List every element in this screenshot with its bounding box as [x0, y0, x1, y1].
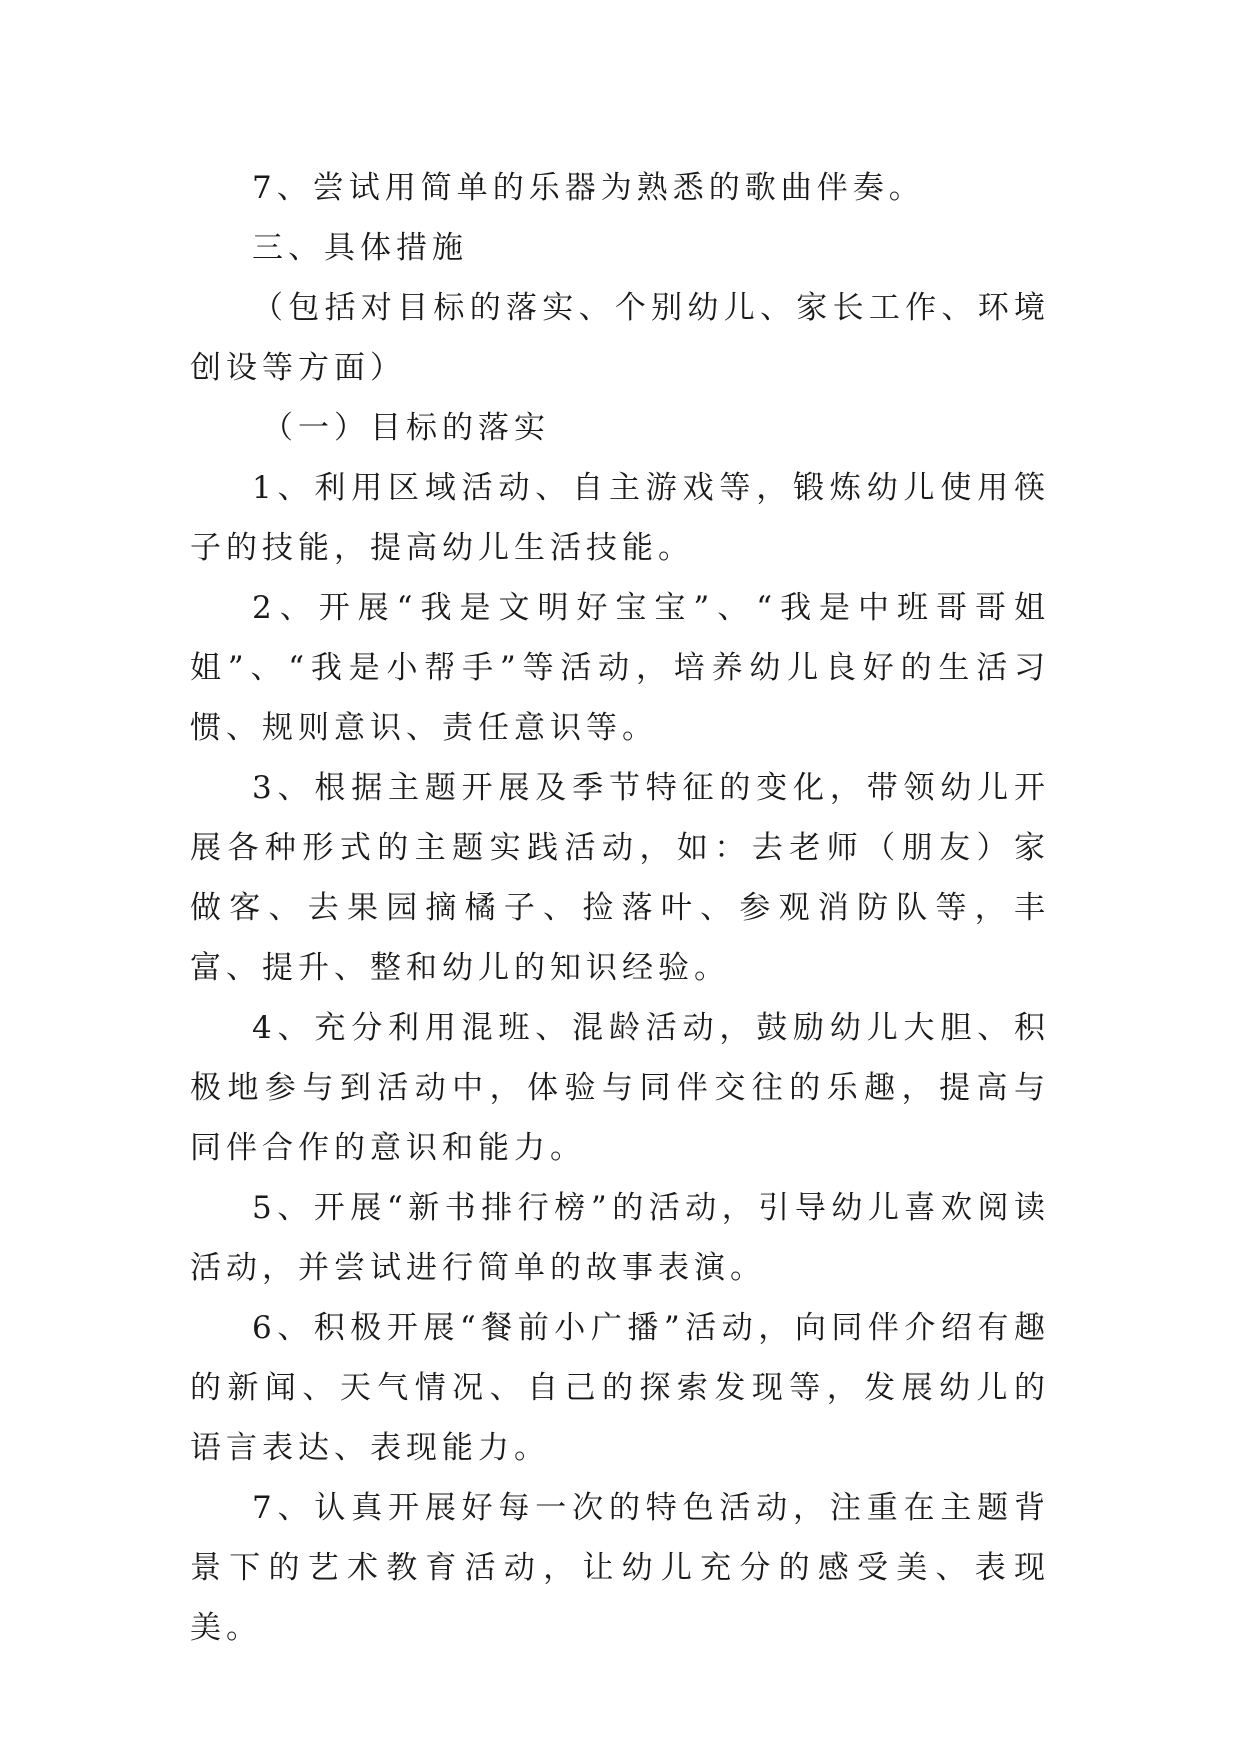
- section-note: （包括对目标的落实、个别幼儿、家长工作、环境创设等方面）: [190, 290, 1050, 386]
- measure-item-6: 6、积极开展“餐前小广播”活动，向同伴介绍有趣的新闻、天气情况、自己的探索发现等，发展幼儿的语言表达、表现能力。: [190, 1310, 1050, 1466]
- section-heading-measures: 三、具体措施: [252, 230, 468, 266]
- list-item-7-goal: 7、尝试用简单的乐器为熟悉的歌曲伴奏。: [252, 170, 925, 206]
- measure-item-3: 3、根据主题开展及季节特征的变化，带领幼儿开展各种形式的主题实践活动，如：去老师（朋友）家做客、去果园摘橘子、捡落叶、参观消防队等，丰富、提升、整和幼儿的知识经验。: [190, 770, 1050, 986]
- subsection-heading-goals: （一）目标的落实: [262, 410, 550, 446]
- measure-item-7: 7、认真开展好每一次的特色活动，注重在主题背景下的艺术教育活动，让幼儿充分的感受美、表现美。: [190, 1490, 1050, 1646]
- document-body: [190, 158, 1050, 1658]
- measure-item-1: 1、利用区域活动、自主游戏等，锻炼幼儿使用筷子的技能，提高幼儿生活技能。: [190, 470, 1050, 566]
- measure-item-5: 5、开展“新书排行榜”的活动，引导幼儿喜欢阅读活动，并尝试进行简单的故事表演。: [190, 1190, 1050, 1286]
- measure-item-4: 4、充分利用混班、混龄活动，鼓励幼儿大胆、积极地参与到活动中，体验与同伴交往的乐趣，提高与同伴合作的意识和能力。: [190, 1010, 1050, 1166]
- measure-item-2: 2、开展“我是文明好宝宝”、“我是中班哥哥姐姐”、“我是小帮手”等活动，培养幼儿良好的生活习惯、规则意识、责任意识等。: [190, 590, 1050, 746]
